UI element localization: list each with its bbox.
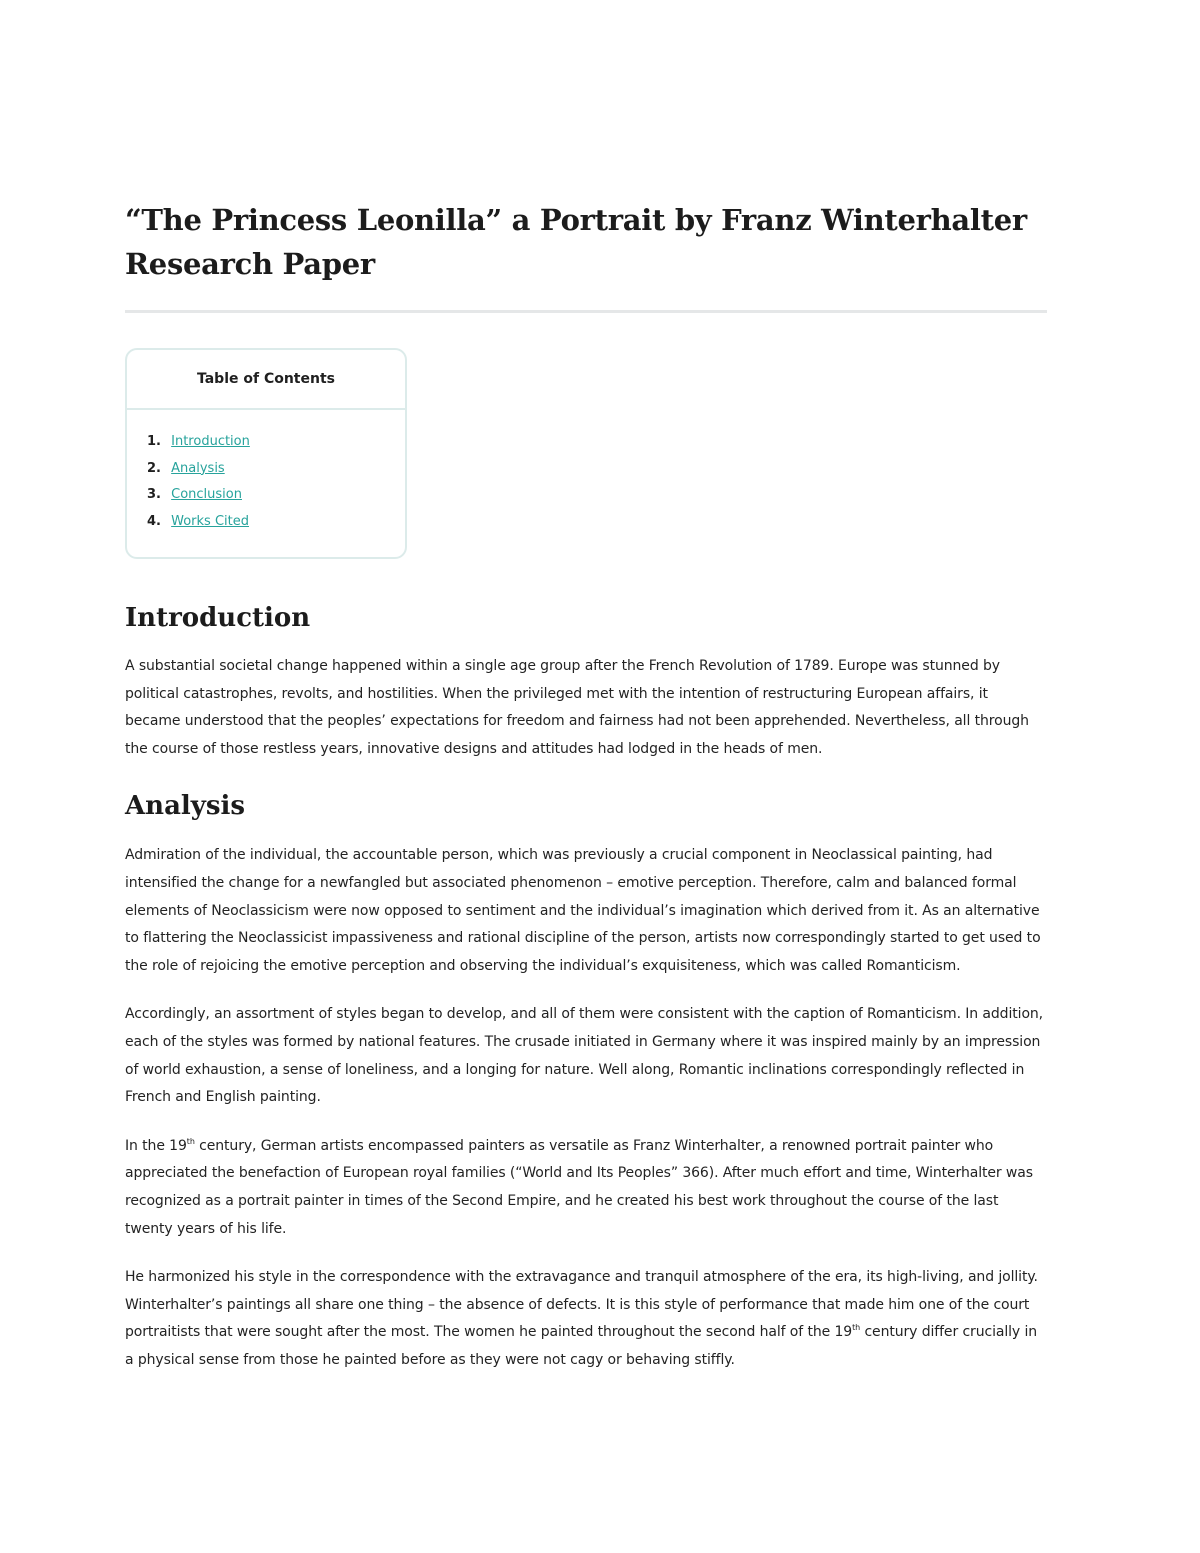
document-page — [125, 198, 1047, 1374]
ordinal-suffix: th — [852, 1323, 861, 1333]
toc-item-works-cited — [147, 509, 405, 536]
analysis-heading: Analysis — [125, 791, 246, 822]
analysis-paragraph-1: Admiration of the individual, the accountable person, which was previously a crucial component in Neoclassical painting, had intensified the change for a newfangled but associated phenomenon – emotive perception. Therefore, calm and balanced formal elements of Neoclassicism were now opposed to sentiment and the individual’s imagination which derived from it. As an alternative to flattering the Neoclassicist impassiveness and rational discipline of the person, artists now correspondingly started to get used to the role of rejoicing the emotive perception and observing the individual’s exquisiteness, which was called Romanticism. — [125, 847, 1041, 974]
analysis-paragraph-2: Accordingly, an assortment of styles began to develop, and all of them were consistent with the caption of Romanticism. In addition, each of the styles was formed by national features. The crusade initiated in Germany where it was inspired mainly by an impression of world exhaustion, a sense of loneliness, and a longing for nature. Well along, Romantic inclinations correspondingly reflected in French and English painting. — [125, 1006, 1044, 1106]
toc-link-works-cited[interactable]: Works Cited — [171, 513, 250, 529]
analysis-paragraph-4 — [125, 1264, 1047, 1374]
analysis-paragraph-3 — [125, 1133, 1047, 1243]
toc-item-introduction — [147, 429, 405, 456]
title-line-2: Research Paper — [125, 247, 375, 281]
analysis-p3-text-a: In the 19 — [125, 1137, 187, 1154]
toc-item-number: 3. — [147, 487, 161, 502]
toc-item-conclusion — [147, 482, 405, 509]
title-line-1: “The Princess Leonilla” a Portrait by Franz Winterhalter — [125, 203, 1027, 237]
toc-heading: Table of Contents — [127, 350, 405, 410]
table-of-contents — [125, 348, 407, 559]
toc-list — [127, 410, 405, 557]
toc-link-conclusion[interactable]: Conclusion — [171, 487, 242, 502]
toc-item-number: 2. — [147, 460, 161, 476]
toc-link-introduction[interactable]: Introduction — [171, 434, 250, 449]
analysis-p3-text-b: century, German artists encompassed painters as versatile as Franz Winterhalter, a renowned portrait painter who appreciated the benefaction of European royal families (“World and Its Peoples” 366). After much effort and time, Winterhalter was recognized as a portrait painter in times of the Second Empire, and he created his best work throughout the course of the last twenty years of his life. — [125, 1137, 1033, 1237]
analysis-p4-text-b: century differ crucially in a physical sense from those he painted before as they were not cagy or behaving stiffly. — [125, 1324, 1038, 1368]
analysis-p4-text-a: He harmonized his style in the correspondence with the extravagance and tranquil atmosphere of the era, its high-living, and jollity. Winterhalter’s paintings all share one thing – the absence of defects. It is this style of performance that made him one of the court portraitists that were sought after the most. The women he painted throughout the second half of the 19 — [125, 1269, 1038, 1341]
introduction-heading: Introduction — [125, 603, 311, 633]
title-divider — [125, 310, 1047, 313]
toc-item-analysis — [147, 456, 405, 483]
page-title — [125, 198, 1047, 286]
toc-item-number: 4. — [147, 513, 161, 529]
introduction-paragraph: A substantial societal change happened within a single age group after the French Revolution of 1789. Europe was stunned by political catastrophes, revolts, and hostilities. When the privileged met with the intention of restructuring European affairs, it became understood that the peoples’ expectations for freedom and fairness had not been apprehended. Nevertheless, all through the course of those restless years, innovative designs and attitudes had lodged in the heads of men. — [125, 658, 1029, 757]
toc-link-analysis[interactable]: Analysis — [171, 460, 225, 476]
ordinal-suffix: th — [186, 1136, 195, 1146]
toc-item-number: 1. — [147, 434, 161, 449]
